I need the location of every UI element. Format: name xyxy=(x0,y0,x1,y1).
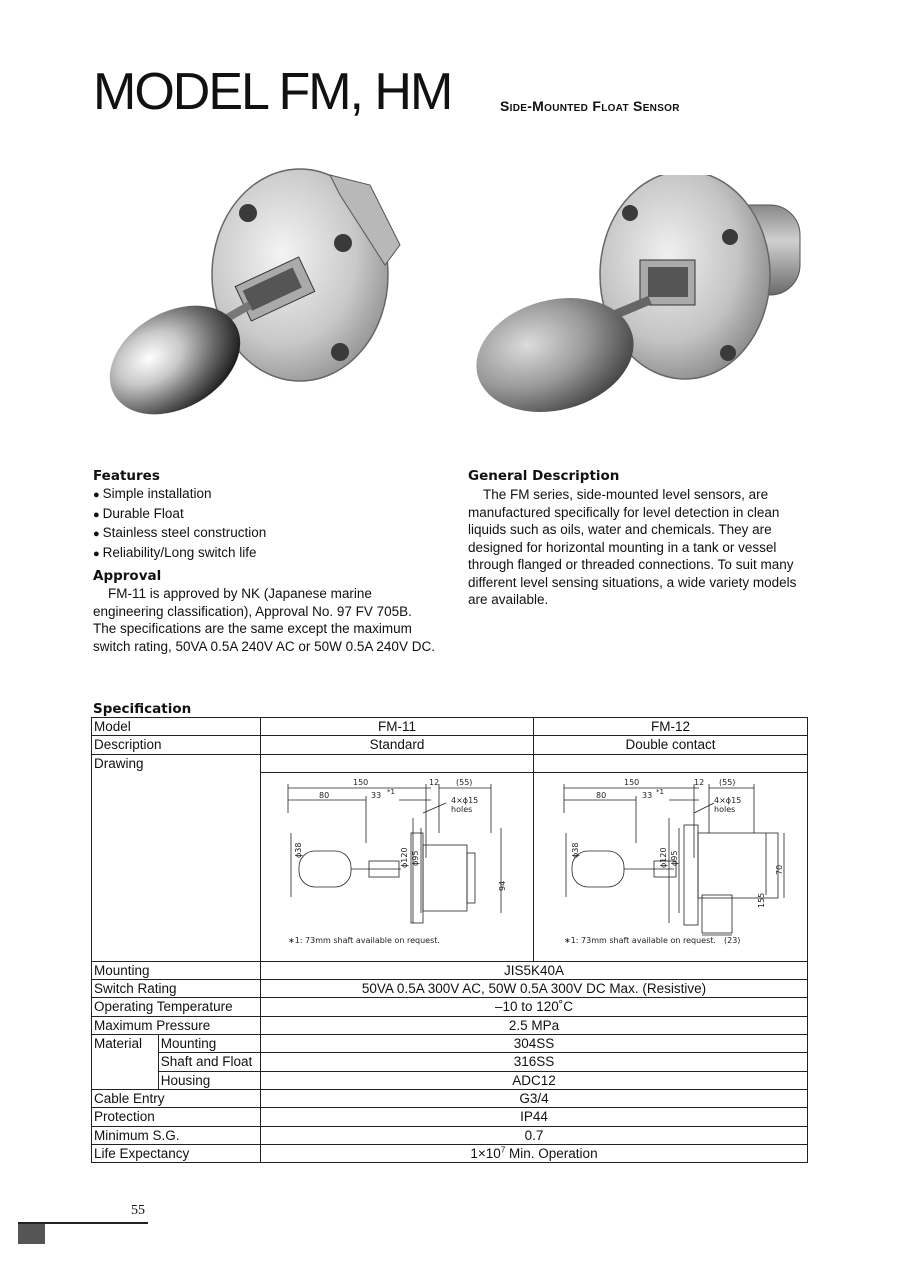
spec-value: FM-12 xyxy=(533,718,807,736)
life-suffix: Min. Operation xyxy=(505,1145,598,1161)
table-row xyxy=(92,1126,808,1144)
spec-value: IP44 xyxy=(260,1108,807,1126)
table-row xyxy=(92,1108,808,1126)
spec-value: 0.7 xyxy=(260,1126,807,1144)
spec-label: Material xyxy=(92,1035,159,1090)
life-prefix: 1×10 xyxy=(470,1145,501,1161)
features-heading: Features xyxy=(93,468,160,484)
list-item: ● Reliability/Long switch life xyxy=(93,544,266,564)
list-item: ● Simple installation xyxy=(93,485,266,505)
spec-value: JIS5K40A xyxy=(260,961,807,979)
spec-label: Protection xyxy=(92,1108,261,1126)
spec-value: 304SS xyxy=(260,1035,807,1053)
drawing-fm11 xyxy=(260,772,533,961)
spec-label: Life Expectancy xyxy=(92,1144,261,1162)
general-description-text: The FM series, side-mounted level sensors, are manufactured specifically for level detection in clean liquids such as oils, water and chemicals. They are designed for horizontal mounting in a tank or vessel through flanged or threaded connections. To suit many different level sensing situations, a wide variety models are available. xyxy=(468,487,797,607)
spec-label: Drawing xyxy=(92,754,261,961)
dim-label: 12 xyxy=(693,777,705,787)
drawing-footnote: ∗1: 73mm shaft available on request. xyxy=(287,935,440,945)
drawing-footnote: ∗1: 73mm shaft available on request. xyxy=(563,935,716,945)
table-row xyxy=(92,754,808,772)
dim-label: (55) xyxy=(455,777,473,787)
spec-label: Maximum Pressure xyxy=(92,1016,261,1034)
dim-label: holes xyxy=(450,804,473,814)
drawing-fm12 xyxy=(533,772,807,961)
spec-label: Mounting xyxy=(92,961,261,979)
dim-label: ϕ38 xyxy=(570,842,580,858)
product-photo-fm12 xyxy=(470,175,810,425)
dim-label: (23) xyxy=(723,935,741,945)
spec-value xyxy=(260,1144,807,1162)
spec-label: Switch Rating xyxy=(92,980,261,998)
specification-heading: Specification xyxy=(93,701,192,717)
dim-label: *1 xyxy=(386,787,395,796)
dim-label: 80 xyxy=(595,790,607,800)
spec-sublabel: Mounting xyxy=(158,1035,260,1053)
spec-label: Description xyxy=(92,736,261,754)
features-list xyxy=(93,485,266,563)
spec-value: G3/4 xyxy=(260,1089,807,1107)
page-number: 55 xyxy=(131,1203,145,1218)
spec-value: ADC12 xyxy=(260,1071,807,1089)
spec-spacer xyxy=(533,754,807,772)
table-row xyxy=(92,961,808,979)
table-row xyxy=(92,998,808,1016)
life-exponent: 7 xyxy=(500,1145,506,1155)
approval-heading: Approval xyxy=(93,568,162,584)
table-row xyxy=(92,1053,808,1071)
list-item: ● Durable Float xyxy=(93,505,266,525)
spec-value: FM-11 xyxy=(260,718,533,736)
spec-label: Cable Entry xyxy=(92,1089,261,1107)
spec-spacer xyxy=(260,754,533,772)
table-row xyxy=(92,1035,808,1053)
dim-label: 155 xyxy=(756,892,766,908)
dim-label: 4×ϕ15 xyxy=(450,795,479,805)
approval-text: FM-11 is approved by NK (Japanese marine engineering classification), Approval No. 97 FV 705B. The specifications are the same except the maximum switch rating, 50VA 0.5A 240V AC or 50W 0.5A 240V DC. xyxy=(93,586,435,654)
dim-label: 4×ϕ15 xyxy=(713,795,742,805)
dim-label: ϕ120 xyxy=(399,847,409,868)
spec-value: –10 to 120˚C xyxy=(260,998,807,1016)
dim-label: 33 xyxy=(370,790,382,800)
dim-label: ϕ95 xyxy=(669,850,679,866)
dim-label: 150 xyxy=(352,777,369,787)
table-row xyxy=(92,1144,808,1162)
page-title: MODEL FM, HM xyxy=(93,63,452,121)
spec-value: 2.5 MPa xyxy=(260,1016,807,1034)
dim-label: 80 xyxy=(318,790,330,800)
page-subtitle: Side-Mounted Float Sensor xyxy=(500,98,680,114)
dim-label: (55) xyxy=(718,777,736,787)
dim-label: 12 xyxy=(428,777,440,787)
spec-label: Minimum S.G. xyxy=(92,1126,261,1144)
table-row xyxy=(92,1071,808,1089)
table-row xyxy=(92,718,808,736)
spec-label: Operating Temperature xyxy=(92,998,261,1016)
dim-label: ϕ95 xyxy=(410,850,420,866)
dim-label: 94 xyxy=(497,880,507,891)
dim-label: holes xyxy=(713,804,736,814)
table-row xyxy=(92,1089,808,1107)
general-description-heading: General Description xyxy=(468,468,620,484)
product-photo-fm11 xyxy=(100,165,410,425)
spec-value: 316SS xyxy=(260,1053,807,1071)
footer-block xyxy=(18,1224,45,1244)
dim-label: ϕ38 xyxy=(293,842,303,858)
list-item: ● Stainless steel construction xyxy=(93,524,266,544)
spec-value: Double contact xyxy=(533,736,807,754)
spec-value: Standard xyxy=(260,736,533,754)
spec-label: Model xyxy=(92,718,261,736)
table-row xyxy=(92,980,808,998)
dim-label: *1 xyxy=(655,787,664,796)
spec-sublabel: Housing xyxy=(158,1071,260,1089)
spec-value: 50VA 0.5A 300V AC, 50W 0.5A 300V DC Max. (Resistive) xyxy=(260,980,807,998)
dim-label: 33 xyxy=(641,790,653,800)
dim-label: 150 xyxy=(623,777,640,787)
dim-label: 70 xyxy=(774,864,784,875)
dim-label: ϕ120 xyxy=(658,847,668,868)
spec-sublabel: Shaft and Float xyxy=(158,1053,260,1071)
table-row xyxy=(92,736,808,754)
specification-table xyxy=(91,717,808,1163)
table-row xyxy=(92,1016,808,1034)
